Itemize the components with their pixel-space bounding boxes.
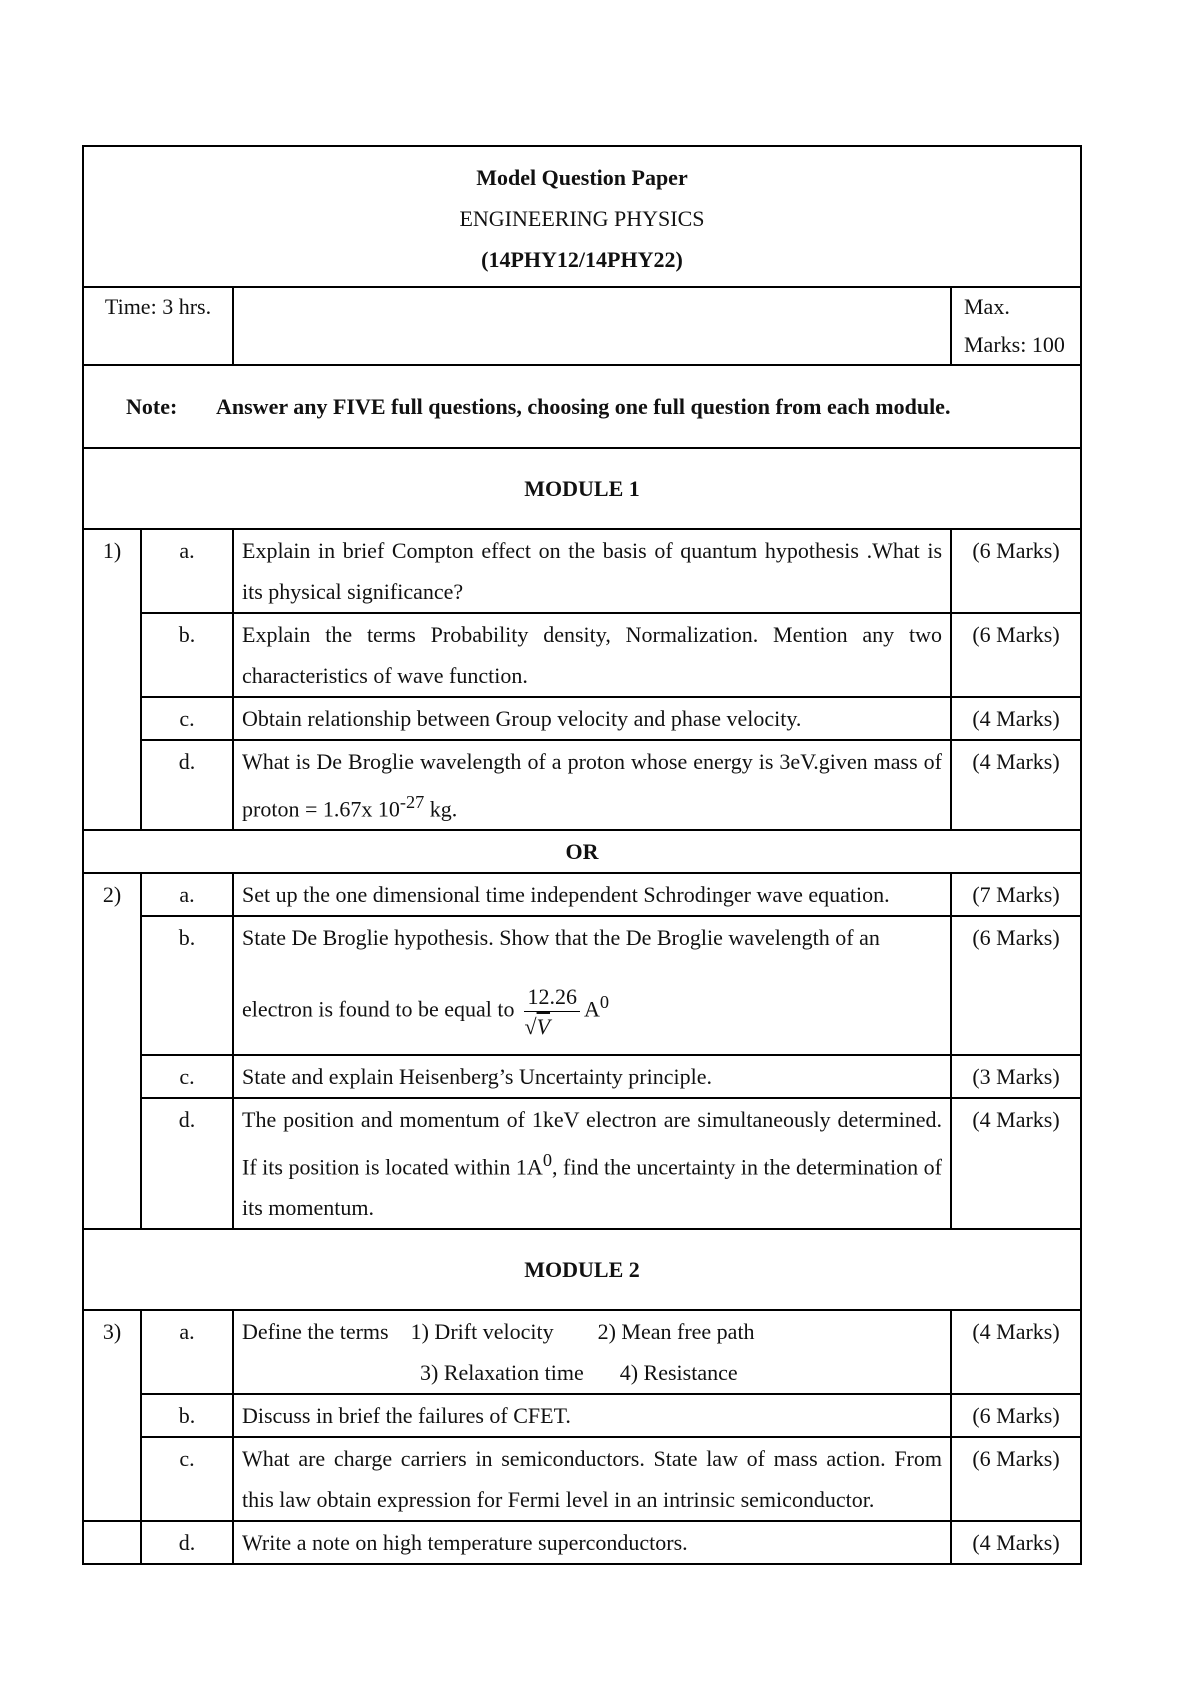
question-text-main: What is De Broglie wavelength of a proton whose energy is 3eV.given mass of proton = 1.67x 10 <box>242 749 942 822</box>
question-number: 3) <box>83 1310 141 1521</box>
paper-code: (14PHY12/14PHY22) <box>481 247 683 272</box>
wavelength-fraction <box>524 984 580 1040</box>
formula-line <box>242 958 942 1053</box>
question-part-row <box>83 1098 1081 1229</box>
terms-line-1 <box>242 1311 942 1352</box>
paper-subject: ENGINEERING PHYSICS <box>459 206 705 231</box>
note-row <box>83 365 1081 448</box>
note-text: Answer any FIVE full questions, choosing one full question from each module. <box>216 394 951 419</box>
marks-label: (6 Marks) <box>951 1437 1081 1521</box>
module-heading: MODULE 2 <box>83 1229 1081 1310</box>
question-text: Write a note on high temperature superconductors. <box>233 1521 951 1564</box>
question-text: Explain the terms Probability density, Normalization. Mention any two characteristics of wave function. <box>233 613 951 697</box>
question-text-line: State De Broglie hypothesis. Show that the De Broglie wavelength of an <box>242 925 880 951</box>
term-item: 3) Relaxation time <box>420 1359 584 1385</box>
marks-label: (7 Marks) <box>951 873 1081 916</box>
exponent: 0 <box>542 1149 552 1170</box>
question-part-row <box>83 1437 1081 1521</box>
term-item: 4) Resistance <box>619 1359 738 1385</box>
marks-label: (4 Marks) <box>951 1310 1081 1394</box>
question-part-row <box>83 1521 1081 1564</box>
paper-header-row <box>83 146 1081 287</box>
question-part-row <box>83 873 1081 916</box>
question-part-row <box>83 1310 1081 1394</box>
part-label: d. <box>141 1521 233 1564</box>
question-text: Explain in brief Compton effect on the basis of quantum hypothesis .What is its physical significance? <box>233 529 951 613</box>
part-label: a. <box>141 873 233 916</box>
paper-header <box>83 146 1081 287</box>
question-text-tail: kg. <box>424 796 458 822</box>
or-separator-row <box>83 830 1081 873</box>
question-text-main: The position and momentum of 1keV electron are simultaneously determined. If its position is located within 1A <box>242 1106 942 1179</box>
question-part-row <box>83 740 1081 830</box>
marks-label: (6 Marks) <box>951 1394 1081 1437</box>
instructions-note <box>83 365 1081 448</box>
fraction-numerator: 12.26 <box>524 984 580 1012</box>
question-text: State and explain Heisenberg’s Uncertainty principle. <box>233 1055 951 1098</box>
part-label: a. <box>141 529 233 613</box>
marks-label: (4 Marks) <box>951 1521 1081 1564</box>
time-allowed: Time: 3 hrs. <box>83 287 233 365</box>
part-label: b. <box>141 613 233 697</box>
paper-title: Model Question Paper <box>476 165 688 190</box>
max-marks: Max. Marks: 100 <box>951 287 1081 365</box>
term-item: 2) Mean free path <box>597 1318 755 1344</box>
meta-blank-cell <box>233 287 951 365</box>
part-label: c. <box>141 1055 233 1098</box>
marks-label: (4 Marks) <box>951 740 1081 830</box>
part-label: b. <box>141 1394 233 1437</box>
question-part-row <box>83 613 1081 697</box>
voltage-symbol: V <box>536 1014 551 1040</box>
question-text: Discuss in brief the failures of CFET. <box>233 1394 951 1437</box>
question-text <box>233 1310 951 1394</box>
module-heading: MODULE 1 <box>83 448 1081 529</box>
meta-row <box>83 287 1081 365</box>
part-label: c. <box>141 697 233 740</box>
terms-line-2 <box>242 1352 942 1393</box>
question-number: 1) <box>83 529 141 830</box>
question-text-lead: Define the terms <box>242 1318 389 1344</box>
question-part-row <box>83 1055 1081 1098</box>
marks-label: (6 Marks) <box>951 916 1081 1054</box>
exponent: -27 <box>399 792 425 812</box>
or-separator: OR <box>83 830 1081 873</box>
marks-label: (4 Marks) <box>951 697 1081 740</box>
marks-label: (6 Marks) <box>951 613 1081 697</box>
part-label: d. <box>141 740 233 830</box>
question-number-continued <box>83 1521 141 1564</box>
module-heading-row <box>83 448 1081 529</box>
marks-label: (6 Marks) <box>951 529 1081 613</box>
question-part-row <box>83 697 1081 740</box>
question-paper-table <box>82 145 1082 1565</box>
fraction-denominator: √V <box>524 1014 551 1040</box>
question-text <box>233 916 951 1054</box>
question-text: Obtain relationship between Group velocity and phase velocity. <box>233 697 951 740</box>
question-part-row <box>83 529 1081 613</box>
question-number: 2) <box>83 873 141 1229</box>
part-label: b. <box>141 916 233 1054</box>
part-label: a. <box>141 1310 233 1394</box>
marks-label: (4 Marks) <box>951 1098 1081 1229</box>
part-label: d. <box>141 1098 233 1229</box>
question-text <box>233 740 951 830</box>
part-label: c. <box>141 1437 233 1521</box>
question-part-row <box>83 916 1081 1054</box>
term-item: 1) Drift velocity <box>410 1318 554 1344</box>
question-text: What are charge carriers in semiconductors. State law of mass action. From this law obtain expression for Fermi level in an intrinsic semiconductor. <box>233 1437 951 1521</box>
question-text: Set up the one dimensional time independent Schrodinger wave equation. <box>233 873 951 916</box>
note-label: Note: <box>126 394 178 419</box>
question-text-tail: , find the uncertainty in the determination of its momentum. <box>242 1153 942 1220</box>
unit-symbol: A <box>583 996 600 1022</box>
question-text-lead: electron is found to be equal to <box>242 996 515 1022</box>
question-text <box>233 1098 951 1229</box>
marks-label: (3 Marks) <box>951 1055 1081 1098</box>
module-heading-row <box>83 1229 1081 1310</box>
question-part-row <box>83 1394 1081 1437</box>
exponent: 0 <box>599 992 610 1013</box>
